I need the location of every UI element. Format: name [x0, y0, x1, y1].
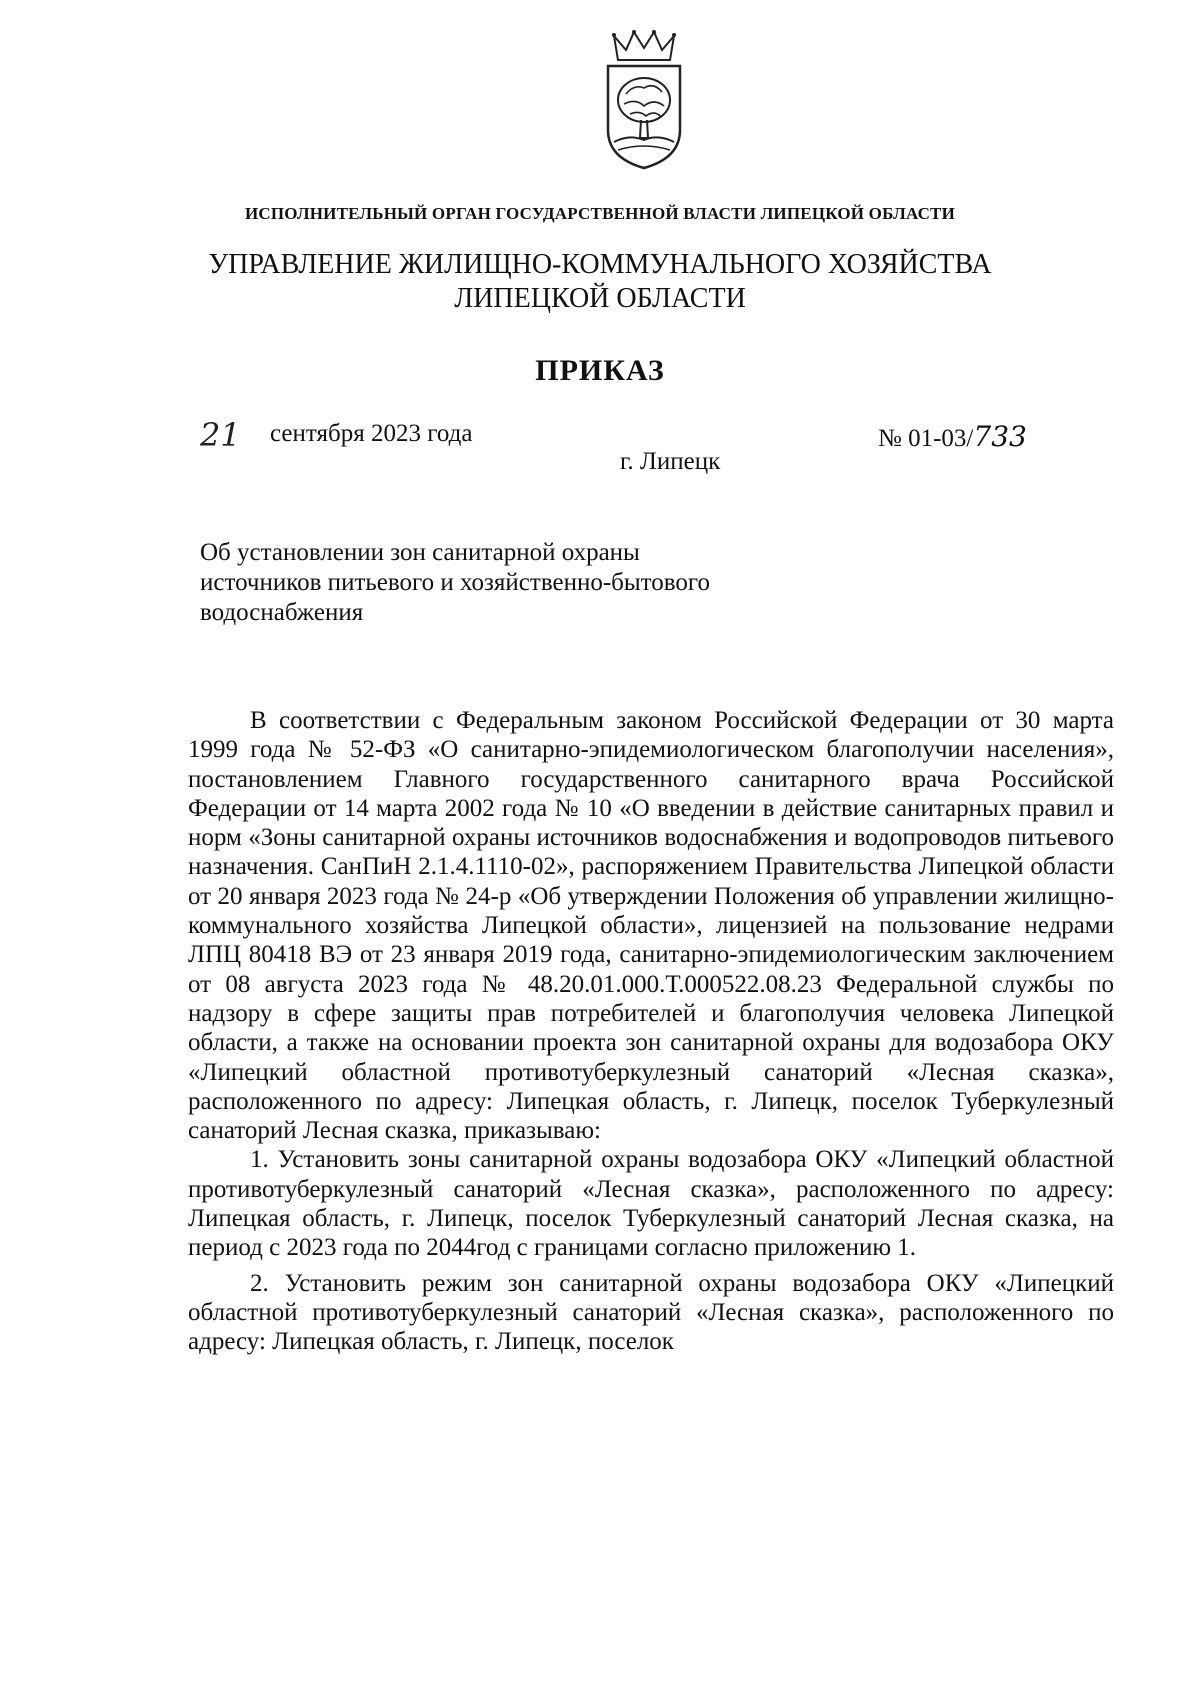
subject-line-2: источников питьевого и хозяйственно-бытового: [200, 569, 711, 596]
body-item-2: 2. Установить режим зон санитарной охраны водозабора ОКУ «Липецкий областной противотуберкулезный санаторий «Лесная сказка», расположенного по адресу: Липецкая область, г. Липецк, поселок: [188, 1269, 1114, 1356]
document-type: ПРИКАЗ: [535, 354, 665, 387]
document-body: [188, 706, 1114, 1357]
body-item-1: 1. Установить зоны санитарной охраны водозабора ОКУ «Липецкий областной противотуберкулезный санаторий «Лесная сказка», расположенного по адресу: Липецкая область, г. Липецк, поселок Туберкулезный санаторий Лесная сказка, на период с 2023 года по 2044год с границами согласно приложению 1.: [188, 1146, 1114, 1262]
authority-heading: ИСПОЛНИТЕЛЬНЫЙ ОРГАН ГОСУДАРСТВЕННОЙ ВЛАСТИ ЛИПЕЦКОЙ ОБЛАСТИ: [244, 204, 956, 223]
coat-of-arms-icon: [600, 30, 688, 170]
subject-line-3: водоснабжения: [200, 599, 364, 626]
subject-line-1: Об установлении зон санитарной охраны: [200, 539, 640, 566]
date-text: сентября 2023 года: [270, 420, 473, 447]
department-line-1: УПРАВЛЕНИЕ ЖИЛИЩНО-КОММУНАЛЬНОГО ХОЗЯЙСТВА: [208, 249, 992, 280]
date-day-handwritten: 21: [200, 416, 241, 454]
document-number: [878, 420, 1027, 453]
document-subject: [200, 538, 840, 628]
department-line-2: ЛИПЕЦКОЙ ОБЛАСТИ: [454, 283, 746, 314]
department-heading: [0, 248, 1200, 316]
city: г. Липецк: [620, 448, 721, 475]
number-handwritten: 733: [973, 420, 1027, 453]
body-intro-paragraph: В соответствии с Федеральным законом Российской Федерации от 30 марта 1999 года № 52-ФЗ «О санитарно-эпидемиологическом благополучии населения», постановлением Главного государственного санитарного врача Российской Федерации от 14 марта 2002 года № 10 «О введении в действие санитарных правил и норм «Зоны санитарной охраны источников водоснабжения и водопроводов питьевого назначения. СанПиН 2.1.4.1110-02», распоряжением Правительства Липецкой области от 20 января 2023 года № 24-р «Об утверждении Положения об управлении жилищно-коммунального хозяйства Липецкой области», лицензией на пользование недрами ЛПЦ 80418 ВЭ от 23 января 2019 года, санитарно-эпидемиологическим заключением от 08 августа 2023 года № 48.20.01.000.Т.000522.08.23 Федеральной службы по надзору в сфере защиты прав потребителей и благополучия человека Липецкой области, а также на основании проекта зон санитарной охраны для водозабора ОКУ «Липецкий областной противотуберкулезный санаторий «Лесная сказка», расположенного по адресу: Липецкая область, г. Липецк, поселок Туберкулезный санаторий Лесная сказка, приказываю:: [188, 707, 1114, 1145]
number-prefix: № 01-03/: [878, 425, 974, 452]
